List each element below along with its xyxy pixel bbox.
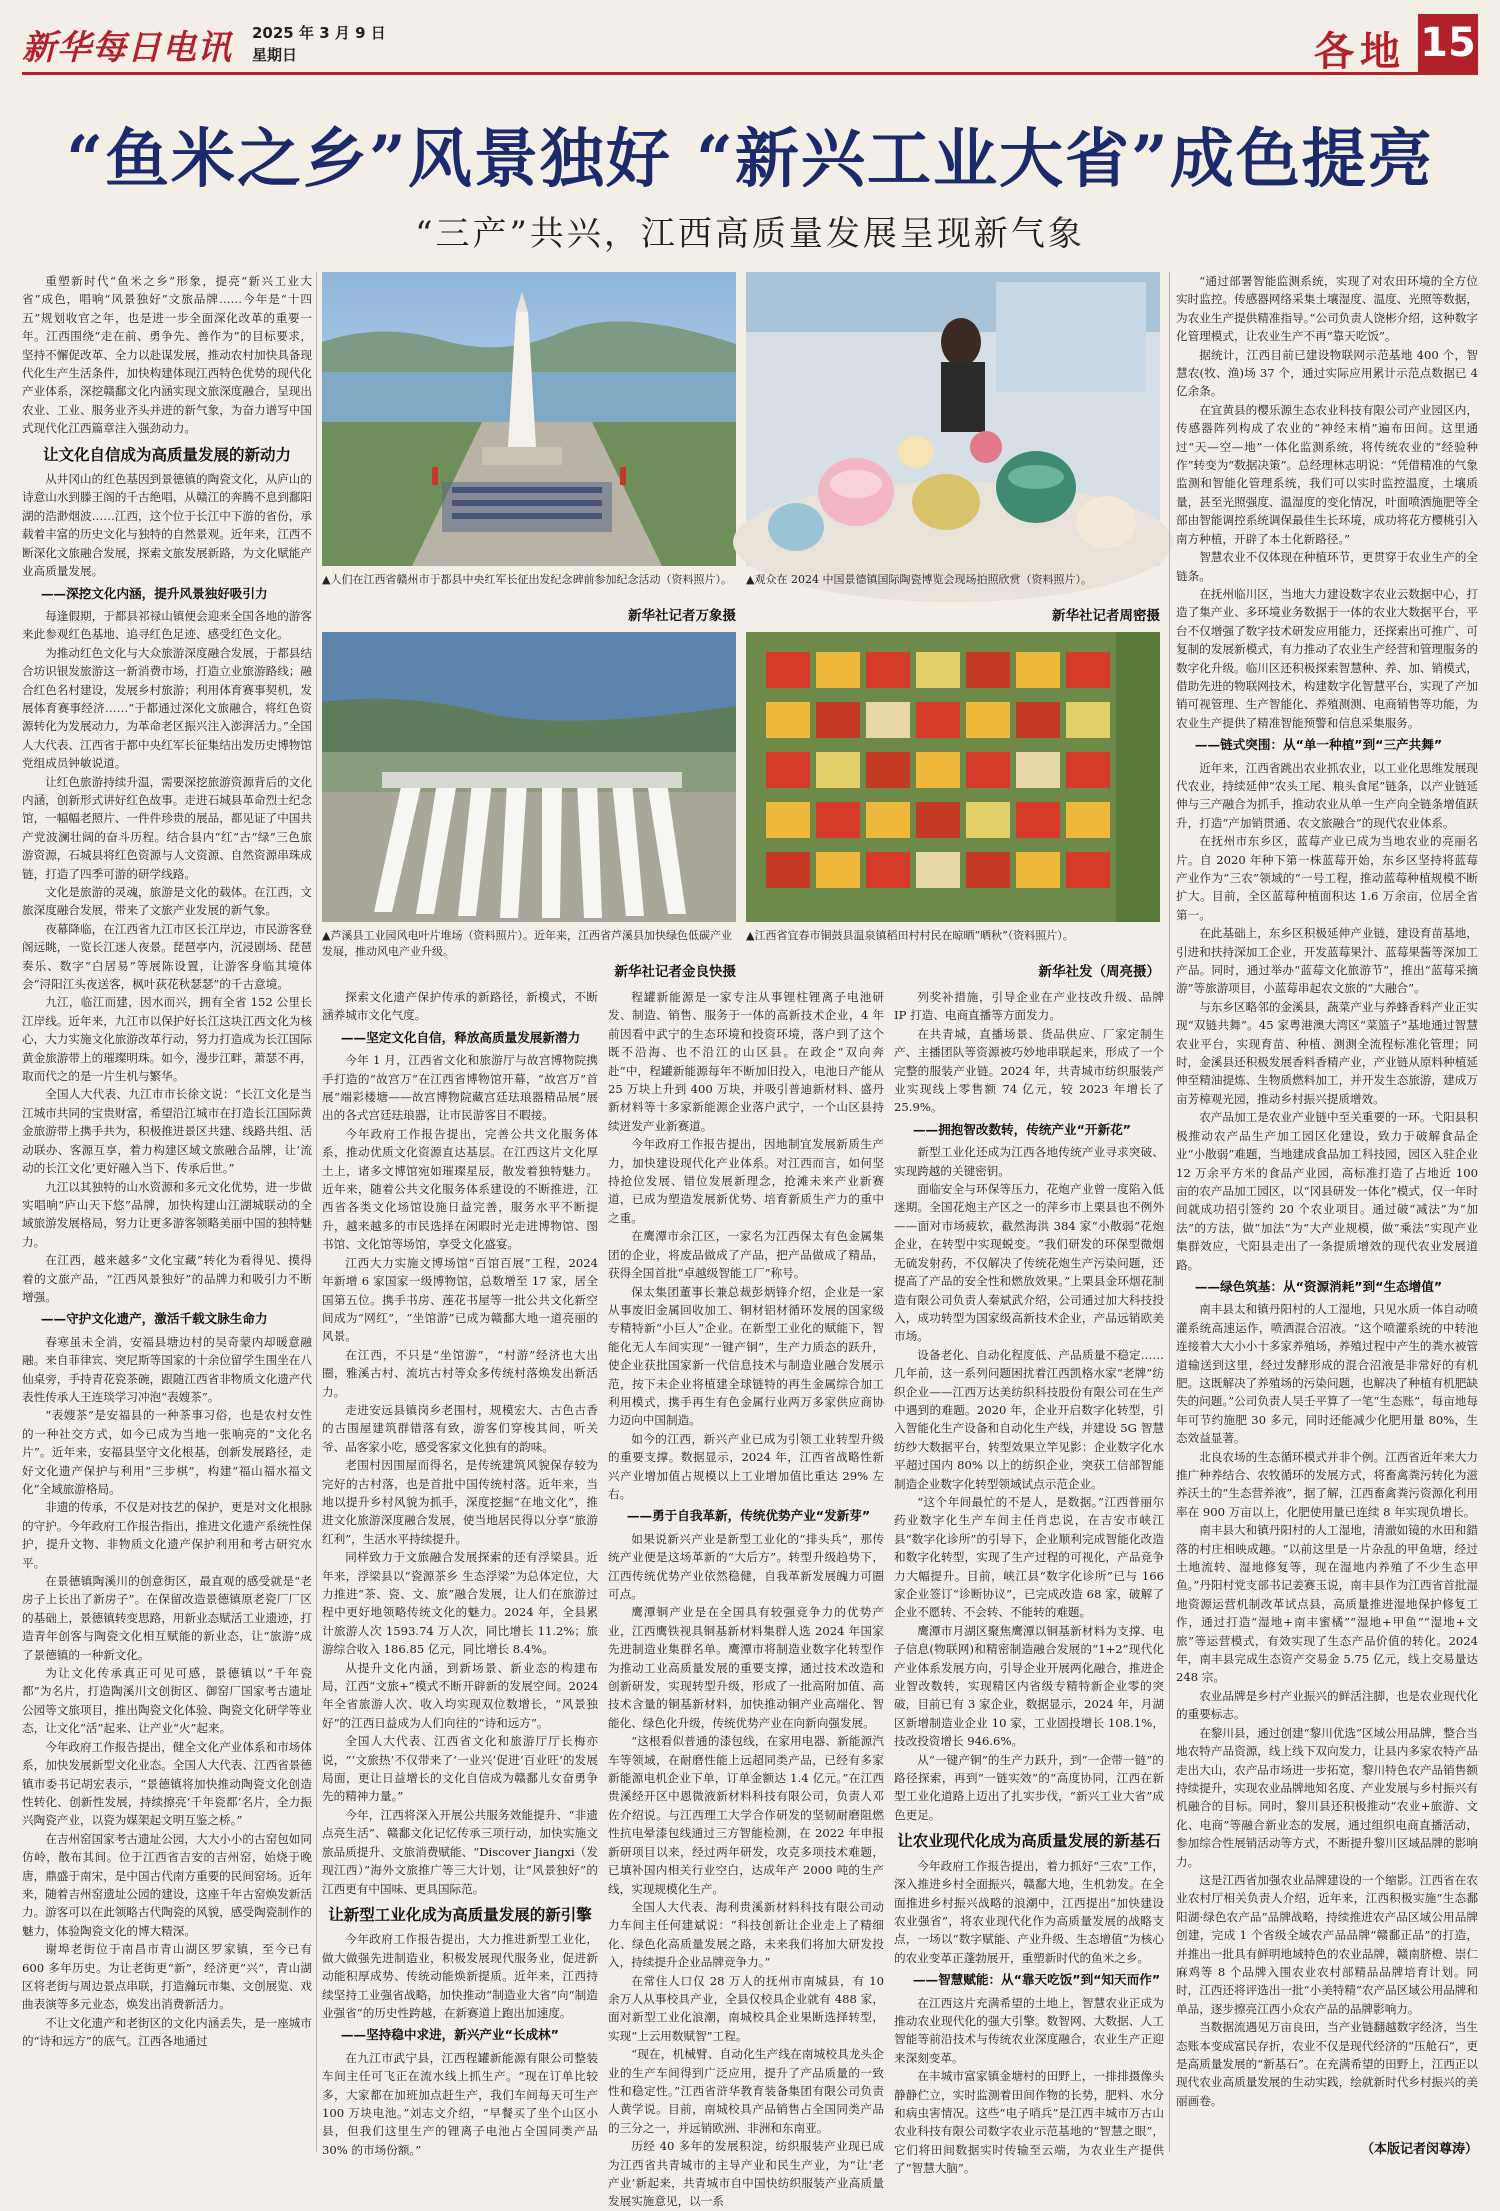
- paragraph: 在此基础上，东乡区积极延伸产业链，建设育苗基地，引进和扶持深加工企业，开发蓝莓果汁、蓝莓果酱等深加工产品。同时，通过举办“蓝莓文化旅游节”，推出“蓝莓采摘游”等旅游项目，小蓝莓串起农文旅的“大融合”。: [1176, 926, 1478, 996]
- paragraph: 近年来，江西省跳出农业抓农业，以工业化思维发展现代农业，持续延伸“农头工尾、粮头食尾”链条，以产业链延伸与三产融合为抓手，推动农业从单一生产向全链条增值跃升，打造“产加销贯通、农文旅融合”的现代农业体系。: [1176, 760, 1478, 830]
- paragraph: 江西大力实施文博场馆“百馆百展”工程，2024 年新增 6 家国家一级博物馆，总数增至 17 家，居全国第五位。携手书房、莲花书屋等一批公共文化新空间成为“网红”，“坐馆游”已成为赣鄱大地一道亮丽的风景。: [322, 1255, 598, 1344]
- paragraph: 农产品加工是农业产业链中至关重要的一环。弋阳县积极推动农产品生产加工园区化建设，致力于破解食品企业“小散弱”难题，当地建成食品加工科技园，园区入驻企业 12 万余平方米的食品产业园，高标准打造了占地近 100 亩的农产品加工园区，以“冈县研发一体化”模式，仅一年时间就成功招引签约 20 个农业项目。通过破“减法”为“加法”的方法，做“加法”为“大产业规模，做“乘法”实现产业集群效应，弋阳县走出了一条提质增效的现代农业发展道路。: [1176, 1110, 1478, 1272]
- paragraph: 今年政府工作报告提出，完善公共文化服务体系，推动优质文化资源直达基层。在江西这片文化厚土上，诸多文博馆宛如璀璨星辰，散发着独特魅力。近年来，随着公共文化服务体系建设的不断推进，江西省各类文化场馆设施日益完善，服务水平不断提升，越来越多的市民选择在闲暇时光走进博物馆、图书馆、文化馆等场馆，享受文化盛宴。: [322, 1126, 598, 1252]
- paragraph: “这个年间最忙的不是人，是数据。”江西普丽尔药业数字化生产车间主任肖忠说，在吉安市峡江县“数字化诊所”的引导下，企业顺利完成智能化改造和数字化转型，实现了生产过程的可视化，产品竞争力大幅提升。目前，峡江县“数字化诊所”已与 166 家企业签订“诊断协议”，已完成改造 68 家，破解了企业不愿转、不会转、不能转的难题。: [894, 1494, 1164, 1620]
- paragraph: 今年政府工作报告提出，健全文化产业体系和市场体系，加快发展新型文化业态。全国人大代表、江西省景德镇市委书记胡宏表示，“景德镇将加快推动陶瓷文化创造性转化、创新性发展，持续擦亮‘千年瓷都’名片，全力振兴陶瓷产业，以瓷为媒架起文明互鉴之桥。”: [22, 1739, 312, 1828]
- issue-weekday: 星期日: [252, 46, 298, 64]
- paragraph: 设备老化、自动化程度低、产品质量不稳定……几年前，这一系列问题困扰着江西凯格水家“老牌”纺织企业——江西万达美纺织科技股份有限公司在生产中遇到的难题。2020 年，企业开启数字化转型，引入智能化生产设备和自动化生产线，并建设 5G 智慧纺纱大数据平台，转型效果立竿见影：企业数字化水平超过国内 80% 以上的纺织企业，突获工信部智能制造企业数字化转型领域试点示范企业。: [894, 1347, 1164, 1491]
- article-column-6: [1176, 272, 1478, 2132]
- paragraph: 在丰城市富家镇金塘村的田野上，一排排摄像头静静伫立，实时监测着田间作物的长势，肥料、水分和病虫害情况。这些“电子哨兵”是江西丰城市万古山农业科技有限公司数字农业示范基地的“智慧之眼”，它们将田间数据实时传输至云端，为农业生产提供了“智慧大脑”。: [894, 2069, 1164, 2176]
- paragraph: 在九江市武宁县，江西程罐新能源有限公司整装车间主任可飞正在流水线上抓生产。“现在订单比较多，大家都在加班加点赶生产，我们车间每天可生产 100 万块电池。”刘志文介绍，“早餐买了坐个山区小县，但我们这里生产的锂离子电池占全国同类产品 30% 的市场份额。”: [322, 2050, 598, 2157]
- paragraph: 在抚州临川区，当地大力建设数字农业云数据中心，打造了集产业、多环境业务数据于一体的农业大数据平台，平台不仅增强了数字技术研发应用能力，还探索出可推广、可复制的发展新模式，有力推动了农业生产经营和管理服务的数字化升级。临川区还积极探索智慧种、养、加、销模式，借助先进的物联网技术，构建数字化智慧平台，实现了产加销可视管理、生产智能化、养殖测测、电商销售等功能，为农业生产提供了精准智能预警和信息采集服务。: [1176, 586, 1478, 730]
- paragraph: 如今的江西，新兴产业已成为引领工业转型升级的重要支撑。数据显示，2024 年，江西省战略性新兴产业增加值占规模以上工业增加值比重达 29% 左右。: [608, 1431, 884, 1501]
- reporter-credit: （本版记者闵尊涛）: [1360, 2142, 1478, 2157]
- paragraph: 走进安远县镇岗乡老围村，规模宏大、古色古香的古围屋建筑群错落有致，游客们穿梭其间，听关爷、品客家小吃，感受客家文化独有的韵味。: [322, 1402, 598, 1454]
- paragraph: 如果说新兴产业是新型工业化的“排头兵”，那传统产业便是这场革新的“大后方”。转型升级趋势下，江西传统优势产业依然稳健，自我革新发展魄力可圈可点。: [608, 1531, 884, 1601]
- paragraph: 全国人大代表、九江市市长徐文说：“长江文化是当江城市共同的宝贵财富，希望沿江城市在打造长江国际黄金旅游带上携手共为，积极推进景区共建、线路共组、活动联办、客源互享，着力构建区域文旅融合品牌，让‘流动的长江文化’更好融入当下、传承后世。”: [22, 1087, 312, 1176]
- monument-image: [322, 272, 736, 566]
- article-column-3: [322, 988, 598, 2157]
- paragraph: 在江西这片充满希望的土地上，智慧农业正成为推动农业现代化的强大引擎。数智网、大数据、人工智能等前沿技术与传统农业深度融合，农业生产正迎来深刻变革。: [894, 1995, 1164, 2065]
- paragraph: 鹰潭市月湖区聚焦鹰潭以铜基新材料为支撑、电子信息(物联网)和精密制造融合发展的“1+2”现代化产业体系发展方向，引导企业开展两化融合，推进企业智改数转，实现精区内省级专精特新企业零的突破，目前已有 3 家企业，数据显示，2024 年，月湖区新增制造业企业 10 家，工业固投增长 108.1%，技改投资增长 946.6%。: [894, 1623, 1164, 1749]
- paragraph: 今年政府工作报告提出，大力推进新型工业化，做大做强先进制造业，积极发展现代服务业，促进新动能积厚成势、传统动能焕新提质。近年来，江西持续坚持工业强省战略，加快推动“制造业大省”向“制造业强省”的历史性跨越，在新赛道上跑出加速度。: [322, 1932, 598, 2020]
- paragraph: 农业品牌是乡村产业振兴的鲜活注脚，也是农业现代化的重要标志。: [1176, 1688, 1478, 1722]
- paragraph: 为推动红色文化与大众旅游深度融合发展，于都县结合坊识银发旅游这一新消费市场，打造立业旅游路线；融合红色名村建设，发展乡村旅游；利用体育赛事契机，发展体育赛事经济……“于都通过深化文旅融合，将红色资源转化为发展动力，为革命老区振兴注入澎湃活力。”全国人大代表、江西省于都中央红军长征集结出发历史博物馆党组成员钟敏说道。: [22, 645, 312, 771]
- paragraph: 今年 1 月，江西省文化和旅游厅与故宫博物院携手打造的“故宫万”在江西省博物馆开幕，“故宫万”首展“端彩楼塘——故宫博物院藏宫廷珐琅器精品展”展出的各式宫廷珐琅器，让市民游客目不暇接。: [322, 1053, 598, 1123]
- paragraph: 每逢假期，于都县祁禄山镇便会迎来全国各地的游客来此参观红色基地、追寻红色足迹、感受红色文化。: [22, 608, 312, 642]
- paragraph: 程罐新能源是一家专注从事锂柱锂离子电池研发、制造、销售、服务于一体的高新技术企业，4 年前因看中武宁的生态环境和投资环境，落户到了这个既不沿海、也不沿江的山区县。在政企“双向奔赴”中，程罐新能源每年不断加旧投入，电池日产能从 25 万块上升到 400 万块，并吸引普迪新材料、盛丹新材料等十多家新能源企业落户武宁，一个山区县持续迸发产业新赛道。: [608, 990, 884, 1133]
- paragraph: “这根看似普通的漆包线，在家用电器、新能源汽车等领域，在耐磨性能上远超同类产品，已经有多家新能源电机企业下单，订单金额达 1.4 亿元。”在江西贵溪经开区中恩微液新材料科技有限公司，负责人邓佐介绍说。与江西理工大学合作研发的坚韧耐磨阻燃性抗电晕漆包线通过三方智能检测，在 2022 年申报新研项目以来，经过两年研发，攻克多项技术难题，已填补国内相关行业空白，达成年产 2000 吨的生产线，实现规模化生产。: [608, 1734, 884, 1896]
- paragraph: 面临安全与环保等压力，花炮产业曾一度陷入低迷期。全国花炮主产区之一的萍乡市上栗县也不例外——面对市场疲软，截然海洪 384 家“小散弱”花炮企业，在转型中实现蜕变。“我们研发的环保型微烟无硫发射药，不仅解决了传统花炮生产污染问题，还提高了产品的安全性和燃放效果。”上栗县金环烟花制造有限公司负责人秦斌武介绍，公司通过加大科技投入，成功转型为国家级高新技术企业，产品远销欧美市场。: [894, 1182, 1164, 1344]
- paragraph: 列奖补措施，引导企业在产业技改升级、品牌 IP 打造、电商直播等方面发力。: [894, 990, 1164, 1023]
- subsection-heading: ——守护文化遗产，激活千载文脉生命力: [40, 1311, 268, 1327]
- paragraph: 南丰县大和镇丹阳村的人工湿地，清澈如镜的水田和錯落的村庄相映成趣。“以前这里是一片杂乱的甲鱼塘，经过土地流转、湿地修复等，现在湿地内养殖了不少生态甲鱼。”丹阳村党支部书记姜赛玉说，南丰县作为江西省首批湿地资源运营机制改革试点县，高质量推进湿地保护修复工作，通过打造“湿地+南丰蜜橘”“湿地+甲鱼”“湿地+文旅”等运营模式，有效实现了生态产品价值的转化。2024 年，南丰县完成生态资产交易金 5.75 亿元，线上交易量达 248 宗。: [1176, 1523, 1478, 1685]
- photo-crop-drying: [746, 632, 1160, 922]
- paragraph: 今年政府工作报告提出，着力抓好“三农”工作，深入推进乡村全面振兴，赣鄱大地，生机勃发。在全面推进乡村振兴战略的浪潮中，江西提出“加快建设农业强省”，将农业现代化作为高质量发展的战略支点，一场以“数字赋能、产业升级、生态增值”为核心的农业变革正蓬勃展开，重塑新时代的鱼米之乡。: [894, 1858, 1164, 1965]
- paragraph: “通过部署智能监测系统，实现了对农田环境的全方位实时监控。传感器网络采集土壤湿度、温度、光照等数据，为农业生产提供精准指导。”公司负责人饶彬介绍，这种数字化管理模式，让农业生产不再“靠天吃饭”。: [1176, 274, 1478, 344]
- section-name: 各地: [1314, 28, 1406, 75]
- photo-caption-1: [322, 572, 736, 624]
- paragraph: 历经 40 多年的发展积淀，纺织服装产业现已成为江西省共青城市的主导产业和民生产业，为“让‘老产业’新起来，共青城市自中国快纺织服装产业高质量发展实施意见，以一系: [608, 2139, 884, 2209]
- paragraph: “现在，机械臂、自动化生产线在南城校具龙头企业的生产车间得到广泛应用，提升了产品质量的一致性和稳定性。”江西省浒华教育装备集团有限公司负责人黄学说。目前，南城校具产品销售占全国同类产品的三分之一，并远销欧洲、非洲和东南亚。: [608, 2047, 884, 2135]
- photo-caption-3: [322, 928, 736, 980]
- paragraph: 九江以其独特的山水资源和多元文化优势，进一步做实唱响“庐山天下悠”品牌，加快构建山江湖城联动的全域旅游发展格局，努力让更多游客领略美丽中国的独特魅力。: [22, 1179, 312, 1249]
- photo-caption-4: [746, 928, 1160, 980]
- crop-drying-image: [746, 632, 1160, 922]
- main-headline: “鱼米之乡”风景独好 “新兴工业大省”成色提亮: [66, 122, 1434, 197]
- photo-credit: 新华社记者万象摄: [622, 608, 736, 624]
- wind-blades-image: [322, 632, 736, 922]
- paragraph: 在江西，越来越多“文化宝藏”转化为看得见、摸得着的文旅产品，“江西风景独好”的品牌力和吸引力不断增强。: [22, 1253, 312, 1304]
- paragraph: 在黎川县，通过创建“黎川优选”区域公用品牌，整合当地农特产品资源，线上线下双向发力，让县内多家农特产品走出大山，农产品市场进一步拓宽，黎川特色农产品销售额持续提升，实现农业品牌地知名度、产业发展与乡村振兴有机融合的目标。同时，黎川县还积极推动“农业+旅游、文化、电商”等融合新业态的发展，通过组织电商直播活动，参加综合性展销活动等方式，不断提升黎川区域品牌的影响力。: [1176, 1725, 1478, 1869]
- paragraph: 老围村因围屋而得名，是传统建筑风貌保存较为完好的古村落，也是首批中国传统村落。近年来，当地以提升乡村风貌为抓手，深度挖掘“在地文化”，推进文化旅游深度融合发展，使当地居民得以分享“旅游红利”，生活水平持续提升。: [322, 1458, 598, 1546]
- subsection-heading: ——链式突围：从“单一种植”到“三产共舞”: [1194, 737, 1443, 753]
- photo-credit: 新华社发（周亮摄）: [1033, 964, 1161, 980]
- paragraph: 今年政府工作报告提出，因地制宜发展新质生产力，加快建设现代化产业体系。对江西而言，如何坚持抢位发展、错位发展新理念，抢滩未来产业新赛道，已成为塑造发展新优势、培育新质生产力的重中之重。: [608, 1137, 884, 1225]
- paragraph: 在鹰潭市余江区，一家名为江西保太有色金属集团的企业，将废品做成了产品，把产品做成了精品，获得全国首批“卓越级智能工厂”称号。: [608, 1229, 884, 1281]
- paragraph: 同样致力于文旅融合发展探索的还有浮梁县。近年来，浮梁县以“瓷源茶乡 生态浮梁”为总体定位，大力推进“茶、瓷、文、旅”融合发展，让人们在旅游过程中更好地领略传统文化的魅力。2024 年，全县累计旅游人次 1593.74 万人次，同比增长 11.2%；旅游综合收入 186.85 亿元，同比增长 8.4%。: [322, 1550, 598, 1657]
- page-number: 15: [1418, 14, 1478, 72]
- paragraph: 南丰县太和镇丹阳村的人工湿地，只见水质一体自动喷灌系统高速运作，喷洒混合沼液。“这个喷灌系统的中转池连接着大大小小十多家养殖场，养殖过程中产生的粪水被管道输送到这里，经过发酵形成的混合沼液是非常好的有机肥。这既解决了养殖场的污染问题，也解决了种植有机肥缺失的问题。”公司负责人吴壬平算了一笔“生态账”，每亩地每年可节约施肥 30 多元，同时还能减少化肥用量 80%，生态效益显著。: [1176, 1302, 1478, 1446]
- photo-monument-square: [322, 272, 736, 566]
- paragraph: 智慧农业不仅体现在种植环节，更贯穿于农业生产的全链条。: [1176, 550, 1478, 583]
- paragraph: 从提升文化内涵，到新场景、新业态的构建布局，江西“文旅+”模式不断开辟新的发展空间。2024 年全省旅游人次、收入均实现双位数增长，“风景独好”的江西日益成为人们向往的“诗和远方”。: [322, 1660, 598, 1730]
- paragraph: 为让文化传承真正可见可感，景德镇以“千年瓷都”为名片，打造陶溪川文创街区、御窑厂国家考古遗址公园等文旅项目，推出陶瓷文化体验、陶瓷文化研学等业态，让文化“活”起来、让产业“火”起来。: [22, 1666, 312, 1736]
- paragraph: 在抚州市东乡区，蓝莓产业已成为当地农业的亮丽名片。自 2020 年种下第一株蓝莓开始，东乡区坚持将蓝莓产业作为“三农”领域的“一号工程，推动蓝莓种植规模不断扩大。目前，全区蓝莓种植面积达 1.6 万余亩，位居全省第一。: [1176, 834, 1478, 922]
- subheadline: “三产”共兴，江西高质量发展呈现新气象: [415, 214, 1085, 254]
- photo-porcelain-expo: [746, 272, 1160, 566]
- intro-paragraph: 重塑新时代“鱼米之乡”形象，提亮“新兴工业大省”成色，唱响“风景独好”文旅品牌……今年是“十四五”规划收官之年，也是进一步全面深化改革的重要一年。江西围绕“走在前、勇争先、善作为”的目标要求，坚持不懈促改革、全力以赴谋发展，推动农村加快具备现代化生产生活条件，加快构建体现江西特色优势的现代化产业体系，深挖赣鄱文化内涵实现文旅深度融合，呈现出农业、工业、服务业齐头并进的新气象，为奋力谱写中国式现代化江西篇章注入强劲动力。: [22, 274, 312, 436]
- paragraph: 全国人大代表、海利贵溪新材料科技有限公司动力车间主任何建斌说：“科技创新让企业走上了精细化、绿色化高质量发展之路，未来我们将加大研发投入，持续提升企业品牌竞争力。”: [608, 1899, 884, 1970]
- article-column-1: [22, 272, 312, 2152]
- article-column-4: [608, 988, 884, 2209]
- paragraph: 新型工业化还成为江西各地传统产业寻求突破、实现跨越的关键密钥。: [894, 1145, 1164, 1178]
- paragraph: 春寒虽未全消，安福县塘边村的吴奇蒙内却暖意融融。来自菲律宾、突尼斯等国家的十余位留学生围坐在八仙桌旁，手持青花瓷茶碗，跟随江西省非物质文化遗产代表性传承人王连琰学习冲泡“表嫂茶”。: [22, 1334, 312, 1404]
- paragraph: 在江西，不只是“坐馆游”，“村游”经济也大出圈，雅溪古村、流坑古村等众多传统村落焕发出新活力。: [322, 1347, 598, 1399]
- caption-text: ▲观众在 2024 中国景德镇国际陶瓷博览会现场拍照欣赏（资料照片）。: [746, 573, 1092, 586]
- caption-text: ▲人们在江西省赣州市于都县中央红军长征出发纪念碑前参加纪念活动（资料照片）。: [322, 573, 732, 586]
- paragraph: 让红色旅游持续升温，需要深挖旅游资源背后的文化内涵，创新形式讲好红色故事。走进石城县革命烈士纪念馆，一幅幅老照片、一件件珍贵的展品，都见证了中国共产党波澜壮阔的奋斗历程。结合县内“红”古“绿”三色旅游资源，石城县将红色资源与人文资源、自然资源串珠成链，打造了四季可游的研学线路。: [22, 774, 312, 881]
- paragraph: 从“一键产铜”的生产力跃升，到“一企带一链”的路径探索，再到“一链实效”的“高度协同，江西在新型工业化道路上迈出了扎实步伐，“新兴工业大省”成色更足。: [894, 1752, 1164, 1822]
- subsection-heading: ——绿色筑基：从“资源消耗”到“生态增值”: [1194, 1278, 1443, 1294]
- paragraph: 非遗的传承，不仅是对技艺的保护，更是对文化根脉的守护。今年政府工作报告指出，推进文化遗产系统性保护，提升文物、非物质文化遗产保护利用和考古研究水平。: [22, 1500, 312, 1570]
- paragraph: 夜幕降临，在江西省九江市区长江岸边，市民游客登阁远眺，一览长江迷人夜景。琵琶亭内，沉浸剧场、琵琶奏乐、数字“白居易”等展陈设置，让游客身临其境体会“浔阳江头夜送客，枫叶荻花秋瑟瑟”的千古意境。: [22, 921, 312, 992]
- paragraph: 当数据流遇见万亩良田，当产业链翻越数字经济，当生态账本变成富民存折，农业不仅是现代经济的“压舱石”，更是高质量发展的“新基石”。在充满希望的田野上，江西正以现代农业高质量发展的生动实践，绘就新时代乡村振兴的美丽画卷。: [1176, 2020, 1478, 2108]
- paragraph: 在宜黄县的樱乐源生态农业科技有限公司产业园区内，传感器阵列构成了农业的“神经末梢”遍布田间。这里通过“天—空—地”一体化监测系统，将传统农业的“经验种作”转变为“数据决策”。总经理林志明说：“凭借精准的气象监测和智能化管理系统，我们可以实时监控温度，土壤质量，甚至光照强度、温湿度的变化情况，叶面喷洒施肥等全部由智能调控系统调保最佳生长环境，成功将花方樱桃引入南方种植，开辟了本土化新路径。”: [1176, 402, 1478, 546]
- article-column-5: [894, 988, 1164, 2176]
- paragraph: 在景德镇陶溪川的创意街区，最直观的感受就是“老房子上长出了新房子”。在保留改造景德镇原老瓷厂厂区的基础上，景德镇转变思路，用新业态赋活工业遗迹，打造青年创客与陶瓷文化相互赋能的新业态，让“旅游”成了景德镇的一种新文化。: [22, 1574, 312, 1662]
- photo-wind-blades: [322, 632, 736, 922]
- newspaper-logo: 新华每日电讯: [22, 28, 232, 68]
- paragraph: 鹰潭铜产业是在全国具有较强竞争力的优势产业，江西鹰铁视具铜基新材料集群人选 2024 年国家先进制造业集群名单。鹰潭市将制造业数字化转型作为推动工业高质量发展的重要支撑，通过技术改造和创新研发，实现转型升级，形成了一批高附加值、高技术含量的铜基新材料，加快推动铜产业高端化、智能化、绿色化升级，传统优势产业在向新向强发展。: [608, 1605, 884, 1730]
- paragraph: 保太集团董事长兼总裁彭炳锋介绍，企业是一家从事废旧金属回收加工、铜材铝材循环发展的国家级专精特新“小巨人”企业。在新型工业化的赋能下，智能化无人车间实现“一键产铜”，生产力质态的跃升，使企业获批国家新一代信息技术与制造业融合发展示范，按下未企业将植建全球链特的再生金属综合加工利用模式，携手再生有色金属行业两万多家供应商协力迈向中国制造。: [608, 1284, 884, 1428]
- issue-date: 2025 年 3 月 9 日: [252, 24, 386, 42]
- subsection-heading: ——智慧赋能：从“靠天吃饭”到“知天而作”: [912, 1972, 1161, 1988]
- photo-credit: 新华社记者金良快摄: [609, 964, 737, 980]
- photo-credit: 新华社记者周密摄: [1046, 608, 1160, 624]
- paragraph: 北良农场的生态循环模式并非个例。江西省近年来大力推广种养结合、农牧循环的发展方式，将畜禽粪污转化为滋养沃土的“生态营养液”，据了解，江西畜禽粪污资源化利用率在 900 万亩以上，化肥使用量已连续 8 年实现负增长。: [1176, 1449, 1478, 1519]
- paragraph: 九江，临江而建，因水而兴，拥有全省 152 公里长江岸线。近年来，九江市以保护好长江这块江西文化为核心，大力实施文化旅游改革行动，努力打造成为长江国际黄金旅游带上的璀璨明珠。如今，漫步江畔，萧瑟不再，取而代之的是一片生机与繁华。: [22, 995, 312, 1084]
- subsection-heading: ——坚持稳中求进，新兴产业“长成林”: [340, 2027, 559, 2043]
- caption-text: ▲江西省宜春市铜鼓县温泉镇稻田村村民在晾晒“晒秋”（资料照片）。: [746, 929, 1074, 942]
- subsection-heading: ——勇于自我革新，传统优势产业“发新芽”: [626, 1508, 871, 1524]
- section-heading-culture: 让文化自信成为高质量发展的新动力: [42, 445, 291, 464]
- subsection-heading: ——坚定文化自信，释放高质量发展新潜力: [340, 1029, 581, 1045]
- paragraph: 在共青城，直播场景、货品供应、厂家定制生产、主播团队等资源被巧妙地串联起来，形成了一个完整的服装产业链。2024 年，共青城市纺织服装产业实现线上零售额 74 亿元，较 2023 年增长了 25.9%。: [894, 1026, 1164, 1115]
- paragraph: 这是江西省加强农业品牌建设的一个缩影。江西省在农业农村厅相关负责人介绍，近年来，江西积极实施“生态鄱阳湖·绿色农产品”品牌战略，持续推进农产品区域公用品牌创建，完成 1 个省级全域农产品品牌“赣鄱正品”的打造，并推出一批具有鲜明地域特色的农业品牌，赣南脐橙、崇仁麻鸡等 8 个品牌入围农业农村部精品品牌培育计划。同时，江西还将评选出一批“小美特精”农产品区域公用品牌和单品，逐步擦亮江西小众农产品的品牌影响力。: [1176, 1872, 1478, 2016]
- paragraph: 文化是旅游的灵魂，旅游是文化的载体。在江西，文旅深度融合发展，带来了文旅产业发展的新气象。: [22, 885, 312, 918]
- photo-caption-2: [746, 572, 1160, 624]
- column-divider: [1169, 272, 1170, 2152]
- paragraph: 不让文化遗产和老街区的文化内涵丢失，是一座城市的“诗和远方”的底气。江西各地通过: [22, 2015, 312, 2049]
- porcelain-image: [746, 272, 1160, 566]
- caption-text: ▲芦溪县工业园风电叶片堆场（资料照片）。近年来，江西省芦溪县加快绿色低碳产业发展，推动风电产业升级。: [322, 929, 732, 958]
- masthead: [22, 14, 1478, 75]
- paragraph: 在常住人口仅 28 万人的抚州市南城县，有 10 余万人从事校具产业，全县仅校具企业就有 488 家，面对新型工业化浪潮，南城校具企业果断选择转型，实现“上云用数赋智”工程。: [608, 1973, 884, 2043]
- paragraph: 在吉州窑国家考古遗址公园，大大小小的古窑包如同仿岭，散布其间。位于江西省吉安的吉州窑，始烧于晚唐，鼎盛于南宋，是中国古代南方重要的民间窑场。近年来，随着吉州窑遗址公园的建设，这座千年古窑焕发新活力。游客可以在此领略古代陶瓷的风貌，感受陶瓷制作的魅力，体验陶瓷文化的博大精深。: [22, 1831, 312, 1938]
- paragraph: 据统计，江西目前已建设物联网示范基地 400 个，智慧农(牧、渔)场 37 个，通过实际应用累计示范点数据已 4 亿余条。: [1176, 347, 1478, 399]
- paragraph: 谢埠老街位于南昌市青山湖区罗家镇，至今已有 600 多年历史。为让老街更“新”，经济更“兴”，青山湖区将老街与周边景点串联，打造瀚玩市集、文创展览、戏曲表演等多元业态，焕发出消费新活力。: [22, 1942, 312, 2012]
- section-heading-agriculture: 让农业现代化成为高质量发展的新基石: [897, 1832, 1161, 1851]
- column-divider: [316, 272, 317, 2152]
- paragraph: 与东乡区略邻的金溪县，蔬菜产业与养蜂香料产业正实现“双链共舞”。45 家粤港澳大湾区“菜篮子”基地通过智慧农业平台，实现育苗、种植、测测全流程标准化管理；同时，金溪县还积极发展香料香精产业，产业链从原料种植延伸至精油提炼、生物质燃料加工，并开发生态旅游，建成万亩芳樟观光园，推动乡村振兴提质增效。: [1176, 999, 1478, 1106]
- paragraph: “表嫂茶”是安福县的一种茶事习俗，也是农村女性的一种社交方式，如今已成为当地一张响亮的“文化名片”。近年来，安福县坚守文化根基，创新发展路径，走好文化遗产保护与利用“三步棋”，构建“福山福水福文化”全域旅游格局。: [22, 1408, 312, 1496]
- section-heading-industry: 让新型工业化成为高质量发展的新引擎: [328, 1905, 592, 1924]
- paragraph: 从井冈山的红色基因到景德镇的陶瓷文化，从庐山的诗意山水到滕王阁的千古绝唱，从赣江的奔腾不息到鄱阳湖的浩渺烟波……江西，这个位于长江中下游的省份，承载着丰富的历史文化与独特的自然景观。近年来，江西不断深化文旅融合发展，探索文旅发展新路，为文化赋能产业高质量发展。: [22, 472, 312, 579]
- paragraph: 全国人大代表、江西省文化和旅游厅厅长梅亦说，“‘文旅热’不仅带来了‘一业兴’促进‘百业旺’的发展局面，更让日益增长的文化自信成为赣鄱儿女奋勇争先的精神力量。”: [322, 1734, 598, 1804]
- subsection-heading: ——深挖文化内涵，提升风景独好吸引力: [40, 585, 268, 601]
- paragraph: 探索文化遗产保护传承的新路径，新模式，不断涵养城市文化气度。: [322, 990, 598, 1023]
- subsection-heading: ——拥抱智改数转，传统产业“开新花”: [912, 1121, 1131, 1137]
- paragraph: 今年，江西将深入开展公共服务效能提升、“非遗点亮生活”、赣鄱文化记忆传承三项行动，加快实施文旅品质提升、文旅消费赋能、“Discover Jiangxi（发现江西）”海外文旅推广等三大计划，让“风景独好”的江西更有中国味、更具国际范。: [322, 1807, 598, 1896]
